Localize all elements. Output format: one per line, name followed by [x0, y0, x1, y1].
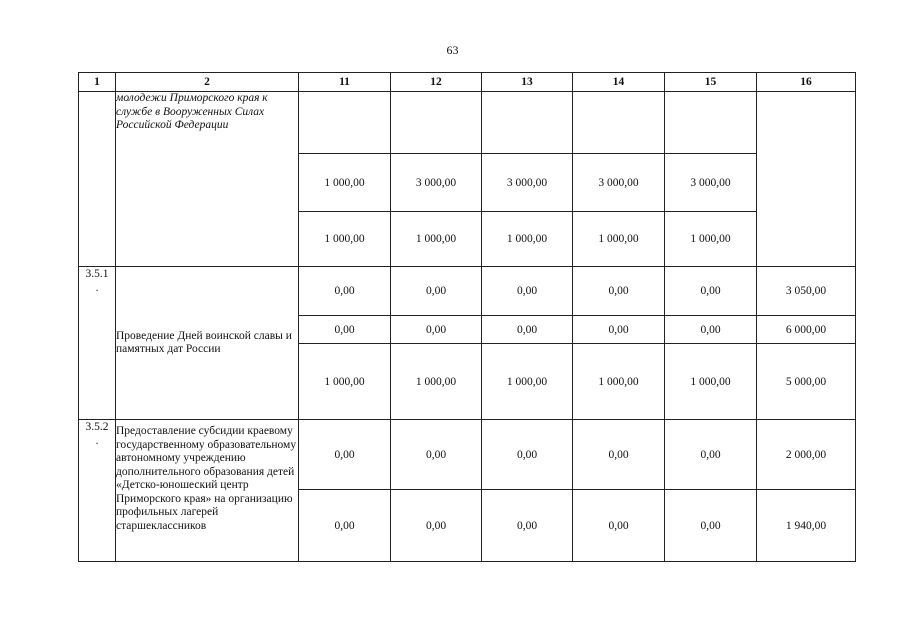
- value-cell: 0,00: [665, 267, 757, 316]
- value-cell: 0,00: [482, 420, 573, 490]
- header-col-12: 12: [391, 73, 482, 92]
- value-cell: 3 050,00: [757, 267, 856, 316]
- description-text: Проведение Дней воинской славы и памятных дат России: [116, 329, 292, 355]
- value-cell: 0,00: [299, 490, 391, 562]
- code-cell: [79, 92, 116, 267]
- value-cell: 0,00: [391, 490, 482, 562]
- budget-table: [78, 72, 856, 562]
- value-cell: 3 000,00: [391, 154, 482, 212]
- header-col-14: 14: [573, 73, 665, 92]
- value-cell: 0,00: [665, 316, 757, 344]
- value-cell: 0,00: [482, 316, 573, 344]
- empty-cell: [757, 92, 856, 267]
- value-cell: 1 000,00: [299, 154, 391, 212]
- value-cell: 0,00: [299, 316, 391, 344]
- value-cell: 6 000,00: [757, 316, 856, 344]
- row-code-dot: .: [95, 282, 99, 294]
- header-col-2: 2: [116, 73, 299, 92]
- code-cell: [79, 267, 116, 420]
- value-cell: 1 000,00: [665, 344, 757, 420]
- empty-cell: [299, 92, 391, 154]
- description-cell: [116, 420, 299, 562]
- value-cell: 1 000,00: [391, 344, 482, 420]
- header-col-16: 16: [757, 73, 856, 92]
- row-code-dot: .: [95, 435, 99, 447]
- empty-cell: [665, 92, 757, 154]
- code-cell: [79, 420, 116, 562]
- value-cell: 1 000,00: [573, 212, 665, 267]
- header-col-15: 15: [665, 73, 757, 92]
- value-cell: 0,00: [573, 267, 665, 316]
- value-cell: 5 000,00: [757, 344, 856, 420]
- value-cell: 0,00: [391, 420, 482, 490]
- row-code: 3.5.2: [85, 421, 109, 433]
- value-cell: 0,00: [573, 490, 665, 562]
- description-text: Предоставление субсидии краевому государственному образовательному автономному учреждению дополнительного образования детей «Детско-юношеский центр Приморского края» на организацию профильных лагерей старшеклассников: [116, 425, 297, 532]
- table-row: [79, 420, 856, 490]
- header-col-1: 1: [79, 73, 116, 92]
- description-cell: [116, 92, 299, 267]
- value-cell: 0,00: [391, 316, 482, 344]
- value-cell: 3 000,00: [482, 154, 573, 212]
- row-code: 3.5.1: [85, 268, 109, 280]
- value-cell: 0,00: [573, 420, 665, 490]
- value-cell: 1 000,00: [299, 344, 391, 420]
- value-cell: 0,00: [482, 267, 573, 316]
- value-cell: 1 000,00: [482, 344, 573, 420]
- header-row: [79, 73, 856, 92]
- value-cell: 2 000,00: [757, 420, 856, 490]
- value-cell: 1 000,00: [299, 212, 391, 267]
- value-cell: 0,00: [299, 420, 391, 490]
- value-cell: 3 000,00: [665, 154, 757, 212]
- value-cell: 0,00: [482, 490, 573, 562]
- value-cell: 0,00: [299, 267, 391, 316]
- header-col-11: 11: [299, 73, 391, 92]
- table-row: [79, 92, 856, 154]
- value-cell: 0,00: [665, 420, 757, 490]
- description-text: молодежи Приморского края к службе в Вооруженных Силах Российской Федерации: [116, 92, 268, 131]
- value-cell: 1 000,00: [482, 212, 573, 267]
- empty-cell: [573, 92, 665, 154]
- description-cell: [116, 267, 299, 420]
- value-cell: 1 000,00: [665, 212, 757, 267]
- value-cell: 1 940,00: [757, 490, 856, 562]
- value-cell: 0,00: [391, 267, 482, 316]
- empty-cell: [391, 92, 482, 154]
- header-col-13: 13: [482, 73, 573, 92]
- value-cell: 0,00: [665, 490, 757, 562]
- value-cell: 1 000,00: [391, 212, 482, 267]
- value-cell: 1 000,00: [573, 344, 665, 420]
- page-number: 63: [446, 43, 459, 57]
- value-cell: 3 000,00: [573, 154, 665, 212]
- table-row: [79, 267, 856, 316]
- value-cell: 0,00: [573, 316, 665, 344]
- empty-cell: [482, 92, 573, 154]
